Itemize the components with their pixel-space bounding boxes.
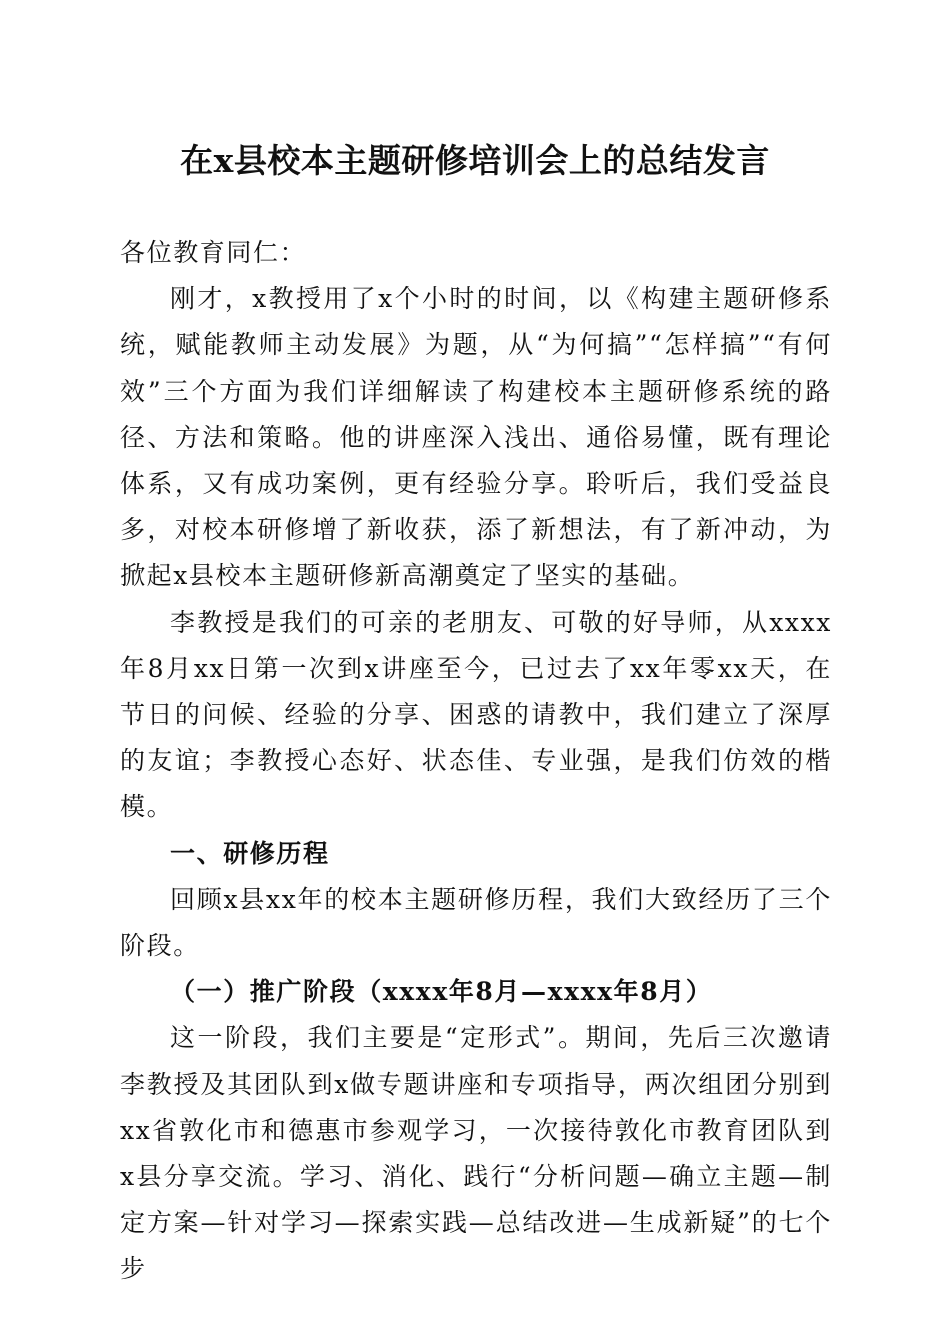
paragraph: 这一阶段，我们主要是“定形式”。期间，先后三次邀请李教授及其团队到x做专题讲座和专项指导，两次组团分别到xx省敦化市和德惠市参观学习，一次接待敦化市教育团队到x县分享交流。学习、消化、践行“分析问题—确立主题—制定方案—针对学习—探索实践—总结改进—生成新疑”的七个步: [120, 1023, 832, 1284]
document-title: 在x县校本主题研修培训会上的总结发言: [180, 141, 770, 180]
subsection-heading: （一）推广阶段（xxxx年8月—xxxx年8月）: [170, 977, 713, 1007]
salutation: 各位教育同仁：: [120, 238, 307, 267]
document-body: [120, 230, 832, 1293]
section-heading: 一、研修历程: [170, 838, 330, 868]
paragraph: 刚才，x教授用了x个小时的时间，以《构建主题研修系统，赋能教师主动发展》为题，从“为何搞”“怎样搞”“有何效”三个方面为我们详细解读了构建校本主题研修系统的路径、方法和策略。他的讲座深入浅出、通俗易懂，既有理论体系，又有成功案例，更有经验分享。聆听后，我们受益良多，对校本研修增了新收获，添了新想法，有了新冲动，为掀起x县校本主题研修新高潮奠定了坚实的基础。: [120, 284, 832, 591]
section-intro: 回顾x县xx年的校本主题研修历程，我们大致经历了三个阶段。: [120, 884, 832, 961]
paragraph: 李教授是我们的可亲的老朋友、可敬的好导师，从xxxx年8月xx日第一次到x讲座至今，已过去了xx年零xx天，在节日的问候、经验的分享、困惑的请教中，我们建立了深厚的友谊；李教授心态好、状态佳、专业强，是我们仿效的楷模。: [120, 607, 832, 822]
